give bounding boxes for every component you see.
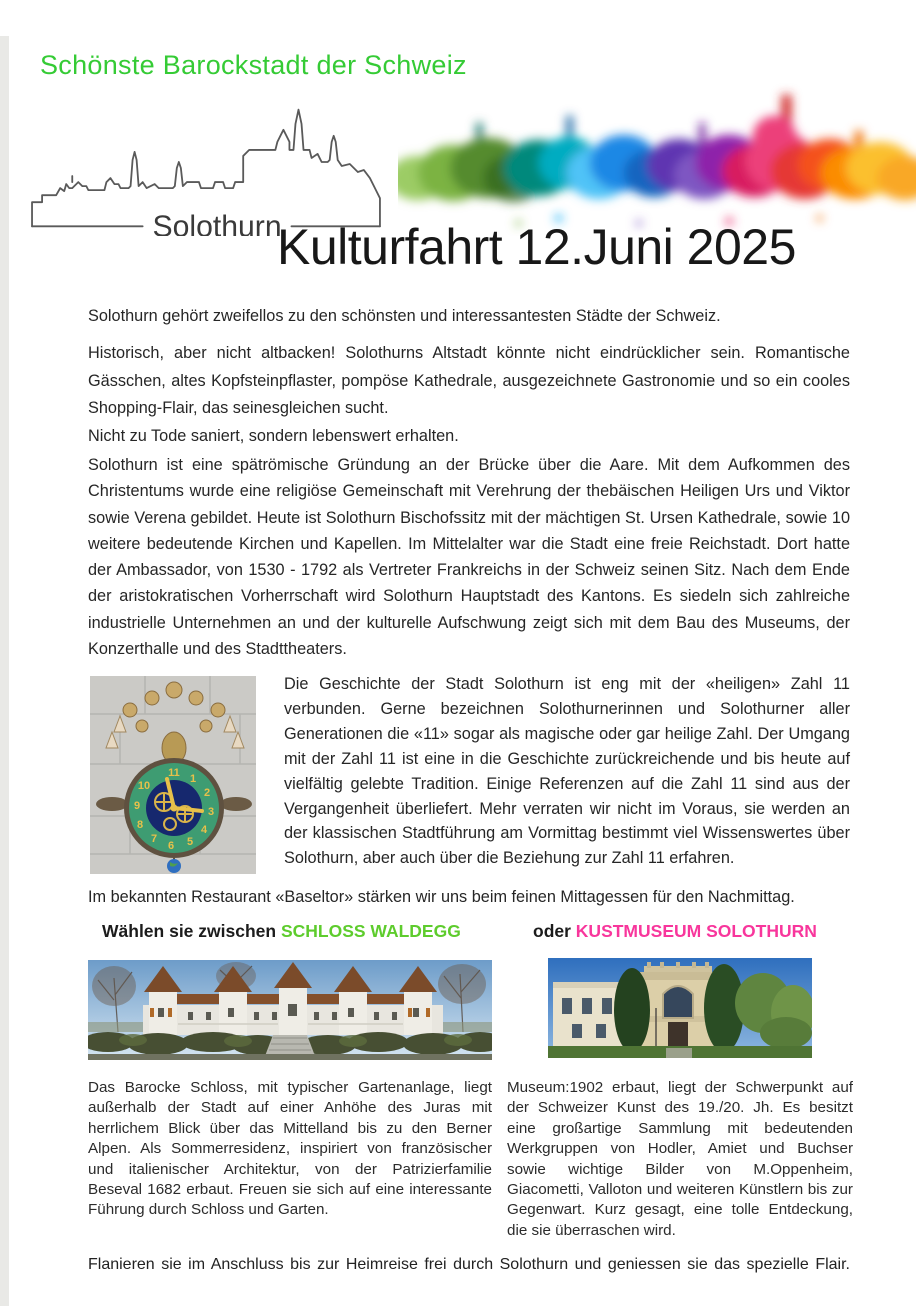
svg-text:10: 10 [137,780,151,792]
history-paragraph: Solothurn ist eine spätrömische Gründung an der Brücke über die Aare. Mit dem Aufkommen des Christentums wurde eine religiöse Gemeinschaft mit Verehrung der thebäischen Heiligen Urs und Viktor sowie Verena gebildet. Heute ist Solothurn Bischofssitz mit der mächtigen St. Ursen Kathedrale, sowie 10 weitere bedeutende Kirchen und Kapellen. Im Mittelalter war die Stadt eine freie Reichstadt. Dort hatte der Ambassador, von 1530 - 1792 als Vertreter Frankreichs in der Schweiz seinen Sitz. Nach dem Ende der aristokratischen Vorherrschaft wird Solothurn Hauptstadt des Kantons. Es siedeln sich zahlreiche industrielle Unternehmen an und der kulturelle Aufschwung zeigt sich mit dem Bau des Museums, der Konzerthalle und des Stadttheaters. [88,456,850,659]
intro-paragraph-2-text: Historisch, aber nicht altbacken! Solothurns Altstadt könnte nicht eindrücklicher sein. Romantische Gässchen, altes Kopfsteinpflaster, pompöse Kathedrale, ausgezeichnete Gastronomie und so ein cooles Shopping-Flair, das seinesgleichen sucht. [88,344,850,417]
skyline-label: Solothurn [152,210,282,236]
watercolor-skyline-image [398,80,916,236]
svg-text:1: 1 [189,773,197,785]
zahl11-paragraph: Die Geschichte der Stadt Solothurn ist eng mit der «heiligen» Zahl 11 verbunden. Gerne bezeichnen Solothurnerinnen und Solothurner aller Generationen die «11» sogar als magische oder gar heilige Zahl. Der Umgang mit der Zahl 11 ist eine in die Geschichte zurückreichende und bis heute auf vielfältig gelebte Tradition. Einige Referenzen auf die Zahl 11 sind aus der Vergangenheit überliefert. Mehr verraten wir nicht im Voraus, sie werden an der klassischen Stadtführung am Vormittag bestimmt viel Wissenswertes über Solothurn, aber auch über die Beziehung zur Zahl 11 erfahren. [284,675,850,868]
astronomical-clock-photo [90,676,256,874]
svg-text:9: 9 [133,800,141,812]
closing-line: Flanieren sie im Anschluss bis zur Heimreise frei durch Solothurn und geniessen sie das spezielle Flair. [88,1256,850,1273]
choice-right-highlight: KUSTMUSEUM SOLOTHURN [575,921,817,941]
choice-heading-left [102,921,461,942]
svg-text:4: 4 [200,824,208,836]
schloss-description: Das Barocke Schloss, mit typischer Gartenanlage, liegt außerhalb der Stadt auf einer Anhöhe des Juras mit herrlichem Blick über das Mittelland bis zu den Berner Alpen. Als Sommerresidenz, inspiriert von französischer und italienischer Architektur, von der Patrizierfamilie Beseval 1682 erbaut. Freuen sie sich auf eine interessante Führung durch Schloss und Garten. [88,1079,492,1219]
intro-paragraph-2b-text: Nicht zu Tode saniert, sondern lebenswert erhalten. [88,426,459,445]
lunch-line: Im bekannten Restaurant «Baseltor» stärken wir uns beim feinen Mittagessen für den Nachmittag. [88,888,795,906]
svg-text:3: 3 [207,806,215,818]
svg-text:7: 7 [150,833,158,845]
svg-text:6: 6 [167,840,175,852]
choice-heading-right [533,921,817,942]
zahl11-section [88,672,850,882]
solothurn-skyline-logo [26,96,390,236]
intro-paragraph-2 [88,340,850,450]
svg-text:8: 8 [136,819,144,831]
schloss-waldegg-photo [88,960,492,1060]
svg-text:5: 5 [186,836,194,848]
svg-text:2: 2 [203,787,211,799]
photos-row [88,958,850,1062]
choice-left-prefix: Wählen sie zwischen [102,921,281,941]
kunstmuseum-photo [548,958,812,1058]
choice-left-highlight: SCHLOSS WALDEGG [280,921,461,941]
scan-edge-artifact [0,36,9,1306]
intro-paragraph-1: Solothurn gehört zweifellos zu den schönsten und interessantesten Städte der Schweiz. [88,307,721,325]
choice-right-prefix: oder [533,921,576,941]
page-title: Kulturfahrt 12.Juni 2025 [277,219,796,275]
svg-text:11: 11 [168,767,180,779]
museum-description: Museum:1902 erbaut, liegt der Schwerpunkt auf der Schweizer Kunst des 19./20. Jh. Es besitzt eine großartige Sammlung mit bedeutenden Werkgruppen von Hodler, Amiet und Buchser sowie wichtige Bilder von M.Oppenheim, Giacometti, Valloton und weiteren Künstlern bis zur Gegenwart. Kurz gesagt, eine tolle Entdeckung, die sie überraschen wird. [507,1079,853,1239]
page-tagline: Schönste Barockstadt der Schweiz [40,50,467,80]
